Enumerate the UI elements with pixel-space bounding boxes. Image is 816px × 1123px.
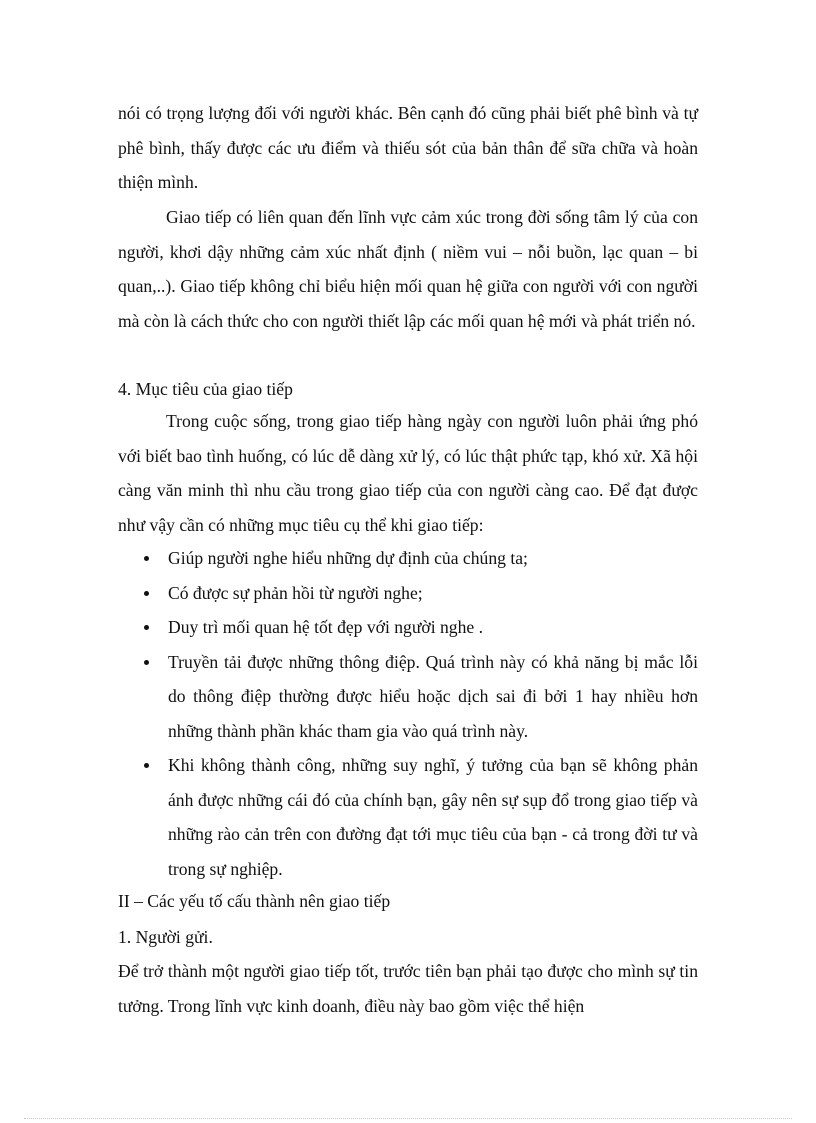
bullet-icon <box>144 763 149 768</box>
list-item <box>118 748 698 886</box>
paragraph-goals-intro: Trong cuộc sống, trong giao tiếp hàng ngày con người luôn phải ứng phó với biết bao tình huống, có lúc dễ dàng xử lý, có lúc thật phức tạp, khó xử. Xã hội càng văn minh thì nhu cầu trong giao tiếp của con người càng cao. Để đạt được như vậy cần có những mục tiêu cụ thể khi giao tiếp: <box>118 411 698 535</box>
heading-section-2: II – Các yếu tố cấu thành nên giao tiếp <box>118 891 391 911</box>
bullet-icon <box>144 660 149 665</box>
list-item <box>118 645 698 749</box>
page-bottom-divider <box>24 1118 792 1119</box>
list-item <box>118 610 698 645</box>
goals-list <box>118 541 698 886</box>
list-item-text: Truyền tải được những thông điệp. Quá trình này có khả năng bị mắc lỗi do thông điệp thường được hiểu hoặc dịch sai đi bởi 1 hay nhiều hơn những thành phần khác tham gia vào quá trình này. <box>168 651 698 741</box>
heading-sender: 1. Người gửi. <box>118 927 213 947</box>
list-item-text: Giúp người nghe hiểu những dự định của chúng ta; <box>168 548 528 568</box>
paragraph-criticism: nói có trọng lượng đối với người khác. Bên cạnh đó cũng phải biết phê bình và tự phê bình, thấy được các ưu điểm và thiếu sót của bản thân để sữa chữa và hoàn thiện mình. <box>118 103 698 192</box>
paragraph-emotion: Giao tiếp có liên quan đến lĩnh vực cảm xúc trong đời sống tâm lý của con người, khơi dậy những cảm xúc nhất định ( niềm vui – nỗi buồn, lạc quan – bi quan,..). Giao tiếp không chỉ biểu hiện mối quan hệ giữa con người với con người mà còn là cách thức cho con người thiết lập các mối quan hệ mới và phát triển nó. <box>118 207 698 331</box>
bullet-icon <box>144 556 149 561</box>
paragraph-sender: Để trở thành một người giao tiếp tốt, trước tiên bạn phải tạo được cho mình sự tin tưởng. Trong lĩnh vực kinh doanh, điều này bao gồm việc thể hiện <box>118 961 698 1016</box>
bullet-icon <box>144 625 149 630</box>
list-item <box>118 541 698 576</box>
bullet-icon <box>144 591 149 596</box>
list-item-text: Có được sự phản hồi từ người nghe; <box>168 582 423 603</box>
list-item-text: Khi không thành công, những suy nghĩ, ý tưởng của bạn sẽ không phản ánh được những cái đó của chính bạn, gây nên sự sụp đổ trong giao tiếp và những rào cản trên con đường đạt tới mục tiêu của bạn - cả trong đời tư và trong sự nghiệp. <box>168 755 698 879</box>
heading-goals: 4. Mục tiêu của giao tiếp <box>118 379 293 399</box>
list-item-text: Duy trì mối quan hệ tốt đẹp với người nghe . <box>168 617 483 637</box>
list-item <box>118 576 698 611</box>
